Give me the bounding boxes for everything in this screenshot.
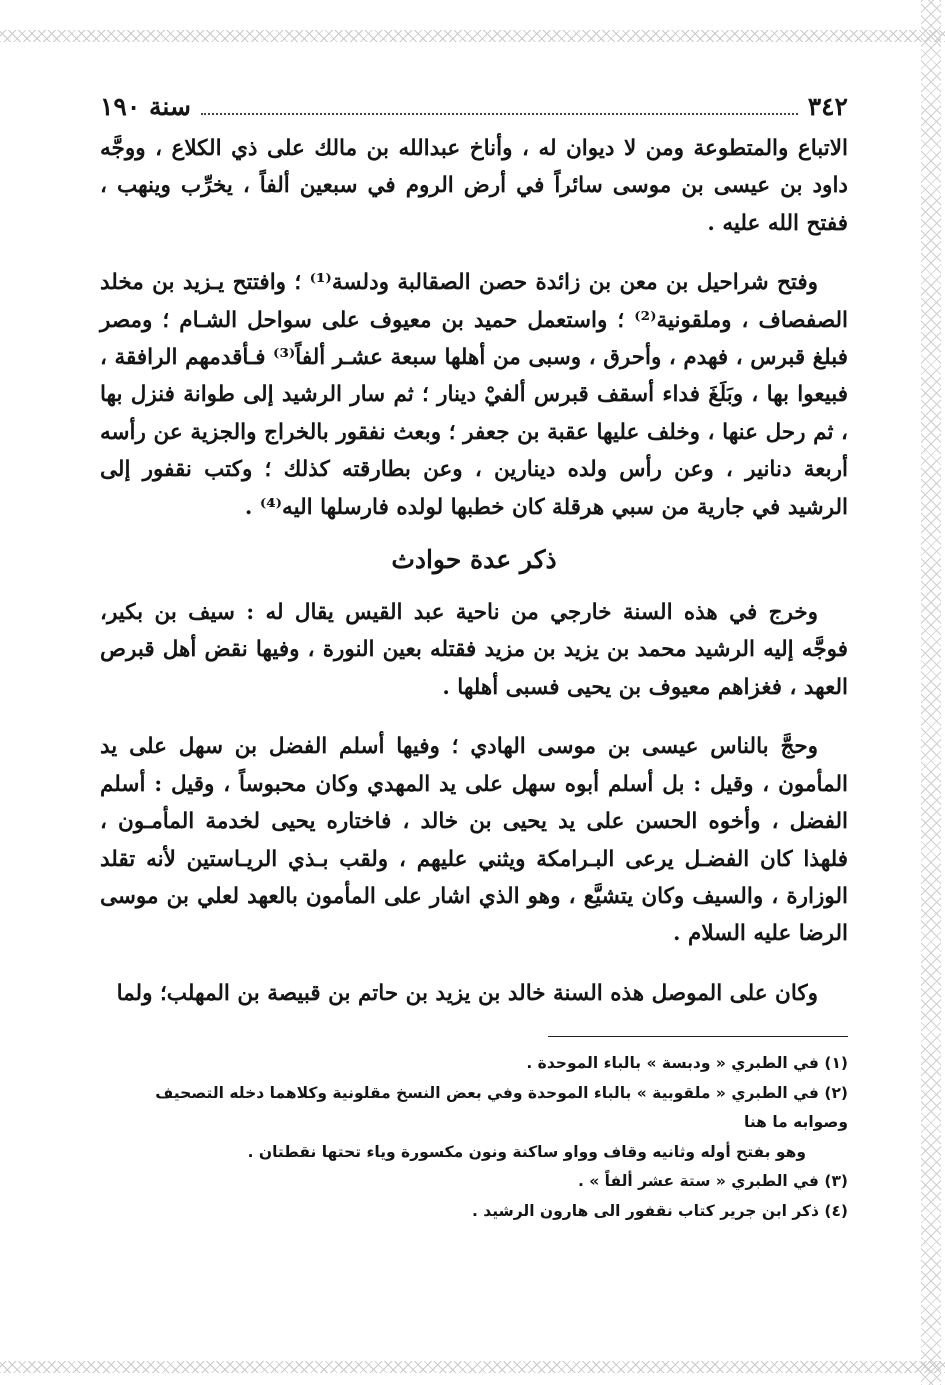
running-header — [100, 92, 848, 130]
running-title: سنة ١٩٠ — [100, 92, 191, 121]
footnote-4: (٤) ذكر ابن جرير كتاب نقفور الى هارون الرشيد . — [471, 1201, 848, 1220]
paragraph-1: الاتباع والمتطوعة ومن لا ديوان له ، وأناخ عبدالله بن مالك على ذي الكلاع ، ووجَّه داود بن عيسى بن موسى سائراً في أرض الروم في سبعين ألفاً ، يخرِّب وينهب ، ففتح الله عليه . — [100, 136, 848, 236]
top-ornament-border — [0, 30, 945, 42]
footnote-3: (٣) في الطبري « ستة عشر ألفاً » . — [577, 1172, 848, 1191]
footnote-2-continuation: وهو بفتح أوله وثانيه وقاف وواو ساكنة ونون مكسورة وياء تحتها نقطتان . — [247, 1142, 806, 1161]
right-ornament-border — [921, 0, 941, 1385]
paragraph-5: وكان على الموصل هذه السنة خالد بن يزيد بن حاتم بن قبيصة بن المهلب؛ ولما — [116, 980, 818, 1006]
paragraph-3: وخرج في هذه السنة خارجي من ناحية عبد القيس يقال له : سيف بن بكير، فوجَّه إليه الرشيد محمد بن يزيد بن مزيد فقتله بعين النورة ، وفيها نقض أهل قبرص العهد ، فغزاهم معيوف بن يحيى فسبى أهلها . — [100, 600, 848, 700]
footnote-2: (٢) في الطبري « ملقوبية » بالباء الموحدة وفي بعض النسخ مقلونية وكلاهما دخله التصحيف وصوابه ما هنا — [155, 1083, 848, 1132]
footnotes — [100, 1049, 848, 1226]
footnote-1: (١) في الطبري « ودبسة » بالباء الموحدة . — [526, 1054, 848, 1073]
page-content — [100, 92, 848, 1226]
paragraph-2: وفتح شراحيل بن معن بن زائدة حصن الصقالبة ودلسة⁽¹⁾ ؛ وافتتح يـزيد بن مخلد الصفصاف ، وملقونية⁽²⁾ ؛ واستعمل حميد بن معيوف على سواحل الشـام ؛ ومصر فبلغ قبرس ، فهدم ، وأحرق ، وسبى من أهلها سبعة عشـر ألفاً⁽³⁾ فـأقدمهم الرافقة ، فبيعوا بها ، وبَلَغَ فداء أسقف قبرس ألفيْ دينار ؛ ثم سار الرشيد إلى طوانة فنزل بها ، ثم رحل عنها ، وخلف عليها عقبة بن جعفر ؛ وبعث نفقور بالخراج والجزية عن رأسه أربعة دنانير ، وعن رأس ولده دينارين ، وعن بطارقته كذلك ؛ وكتب نقفور إلى الرشيد في جارية من سبي هرقلة كان خطبها لولده فارسلها اليه⁽⁴⁾ . — [100, 270, 848, 520]
paragraph-4: وحجَّ بالناس عيسى بن موسى الهادي ؛ وفيها أسلم الفضل بن سهل على يد المأمون ، وقيل : بل أسلم أبوه سهل على يد المهدي وكان محبوساً ، وقيل : أسلم الفضل ، وأخوه الحسن على يد يحيى بن خالد ، فاختاره يحيى لخدمة المأمـون ، فلهذا كان الفضـل يرعى البـرامكة ويثني عليهم ، ولقب بـذي الريـاستين لأنه تقلد الوزارة ، والسيف وكان يتشيَّع ، وهو الذي اشار على المأمون بالعهد لعلي بن موسى الرضا عليه السلام . — [100, 734, 848, 947]
dotted-leader — [201, 113, 798, 115]
footnote-separator — [548, 1036, 848, 1037]
section-title: ذكر عدة حوادث — [391, 545, 557, 575]
page-number: ٣٤٢ — [807, 92, 848, 121]
bottom-ornament-border — [0, 1361, 945, 1373]
